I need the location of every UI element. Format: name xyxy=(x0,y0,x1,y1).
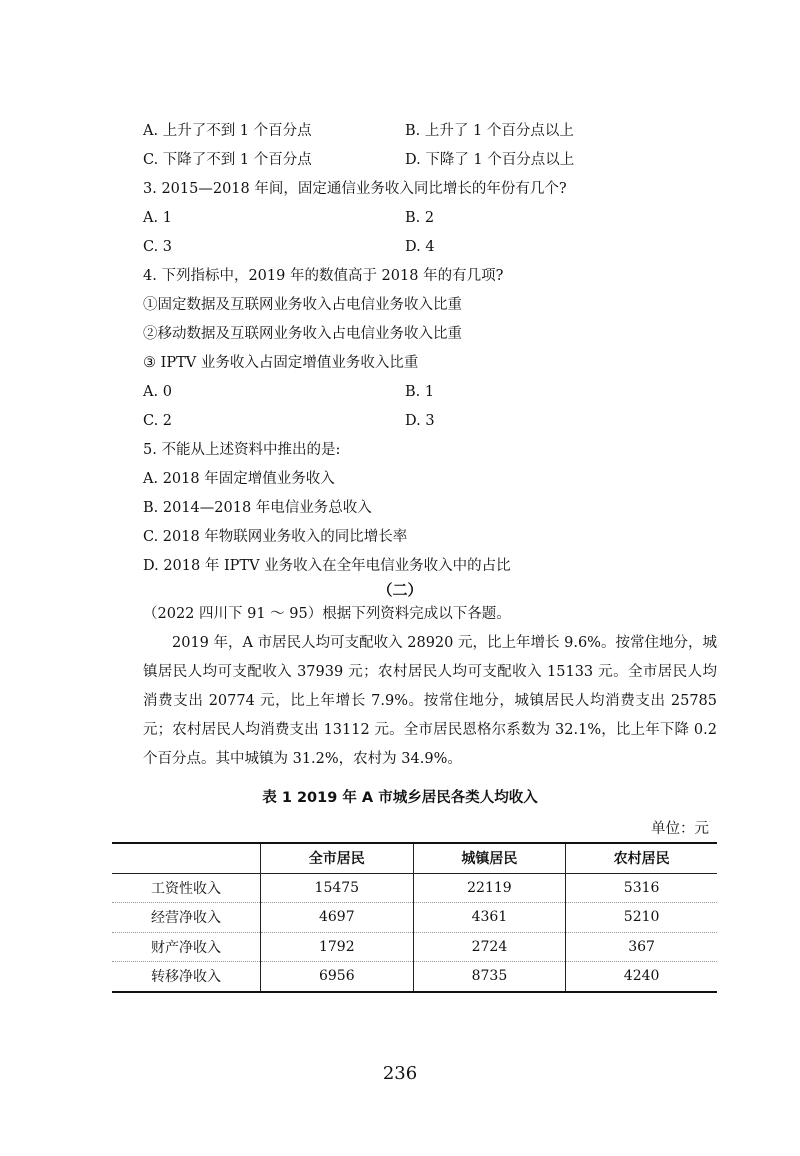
q3-option-a: A. 1 xyxy=(143,210,172,226)
table-header-city: 全市居民 xyxy=(261,843,414,873)
q3-option-b: B. 2 xyxy=(405,210,435,226)
q3-option-c: C. 3 xyxy=(143,239,173,255)
table-caption: 表 1 2019 年 A 市城乡居民各类人均收入 xyxy=(262,790,538,806)
q4-item-1: ①固定数据及互联网业务收入占电信业务收入比重 xyxy=(143,297,462,313)
cell-urban: 4361 xyxy=(413,903,566,933)
q2-option-d: D. 下降了 1 个百分点以上 xyxy=(405,152,575,168)
cell-city: 15475 xyxy=(261,873,414,903)
material-body xyxy=(143,600,717,774)
q5-stem: 5. 不能从上述资料中推出的是: xyxy=(143,442,341,458)
income-table xyxy=(112,842,717,993)
row-label: 财产净收入 xyxy=(112,932,261,962)
q4-item-2: ②移动数据及互联网业务收入占电信业务收入比重 xyxy=(143,326,462,342)
q2-option-b: B. 上升了 1 个百分点以上 xyxy=(405,123,574,139)
q3-option-d: D. 4 xyxy=(405,239,435,255)
material-paragraph: 2019 年，A 市居民人均可支配收入 28920 元，比上年增长 9.6%。按常住地分，城镇居民人均可支配收入 37939 元；农村居民人均可支配收入 15133 元。全市居民人均消费支出 20774 元，比上年增长 7.9%。按常住地分，城镇居民人均消费支出 25785 元；农村居民人均消费支出 13112 元。全市居民恩格尔系数为 32.1%，比上年下降 0.2 个百分点。其中城镇为 31.2%，农村为 34.9%。 xyxy=(143,635,717,767)
q3-stem: 3. 2015—2018 年间，固定通信业务收入同比增长的年份有几个? xyxy=(143,181,567,197)
cell-city: 1792 xyxy=(261,932,414,962)
section-title: （二） xyxy=(377,581,423,599)
cell-rural: 367 xyxy=(566,932,717,962)
page-number: 236 xyxy=(382,1063,418,1084)
q4-option-b: B. 1 xyxy=(405,384,435,400)
material-intro: （2022 四川下 91 ～ 95）根据下列资料完成以下各题。 xyxy=(143,606,511,622)
cell-city: 6956 xyxy=(261,962,414,992)
q4-option-a: A. 0 xyxy=(143,384,172,400)
q4-stem: 4. 下列指标中，2019 年的数值高于 2018 年的有几项? xyxy=(143,268,504,284)
table-header-rural: 农村居民 xyxy=(566,843,717,873)
cell-urban: 2724 xyxy=(413,932,566,962)
table-row xyxy=(112,903,717,933)
q5-option-b: B. 2014—2018 年电信业务总收入 xyxy=(143,500,372,516)
row-label: 工资性收入 xyxy=(112,873,261,903)
cell-urban: 22119 xyxy=(413,873,566,903)
cell-urban: 8735 xyxy=(413,962,566,992)
table-row xyxy=(112,962,717,992)
table-row xyxy=(112,932,717,962)
cell-city: 4697 xyxy=(261,903,414,933)
table-header-urban: 城镇居民 xyxy=(413,843,566,873)
table-unit: 单位：元 xyxy=(651,821,709,837)
q5-option-a: A. 2018 年固定增值业务收入 xyxy=(143,471,335,487)
q2-option-c: C. 下降了不到 1 个百分点 xyxy=(143,152,312,168)
row-label: 经营净收入 xyxy=(112,903,261,933)
table-header-row xyxy=(112,843,717,873)
cell-rural: 4240 xyxy=(566,962,717,992)
table-header-corner xyxy=(112,843,261,873)
row-label: 转移净收入 xyxy=(151,969,221,986)
q4-option-d: D. 3 xyxy=(405,413,435,429)
q4-option-c: C. 2 xyxy=(143,413,173,429)
table-row xyxy=(112,873,717,903)
q5-option-c: C. 2018 年物联网业务收入的同比增长率 xyxy=(143,529,408,545)
q5-option-d: D. 2018 年 IPTV 业务收入在全年电信业务收入中的占比 xyxy=(143,558,511,574)
cell-rural: 5316 xyxy=(566,873,717,903)
q4-item-3: ③ IPTV 业务收入占固定增值业务收入比重 xyxy=(143,355,419,371)
q2-option-a: A. 上升了不到 1 个百分点 xyxy=(143,123,312,139)
cell-rural: 5210 xyxy=(566,903,717,933)
